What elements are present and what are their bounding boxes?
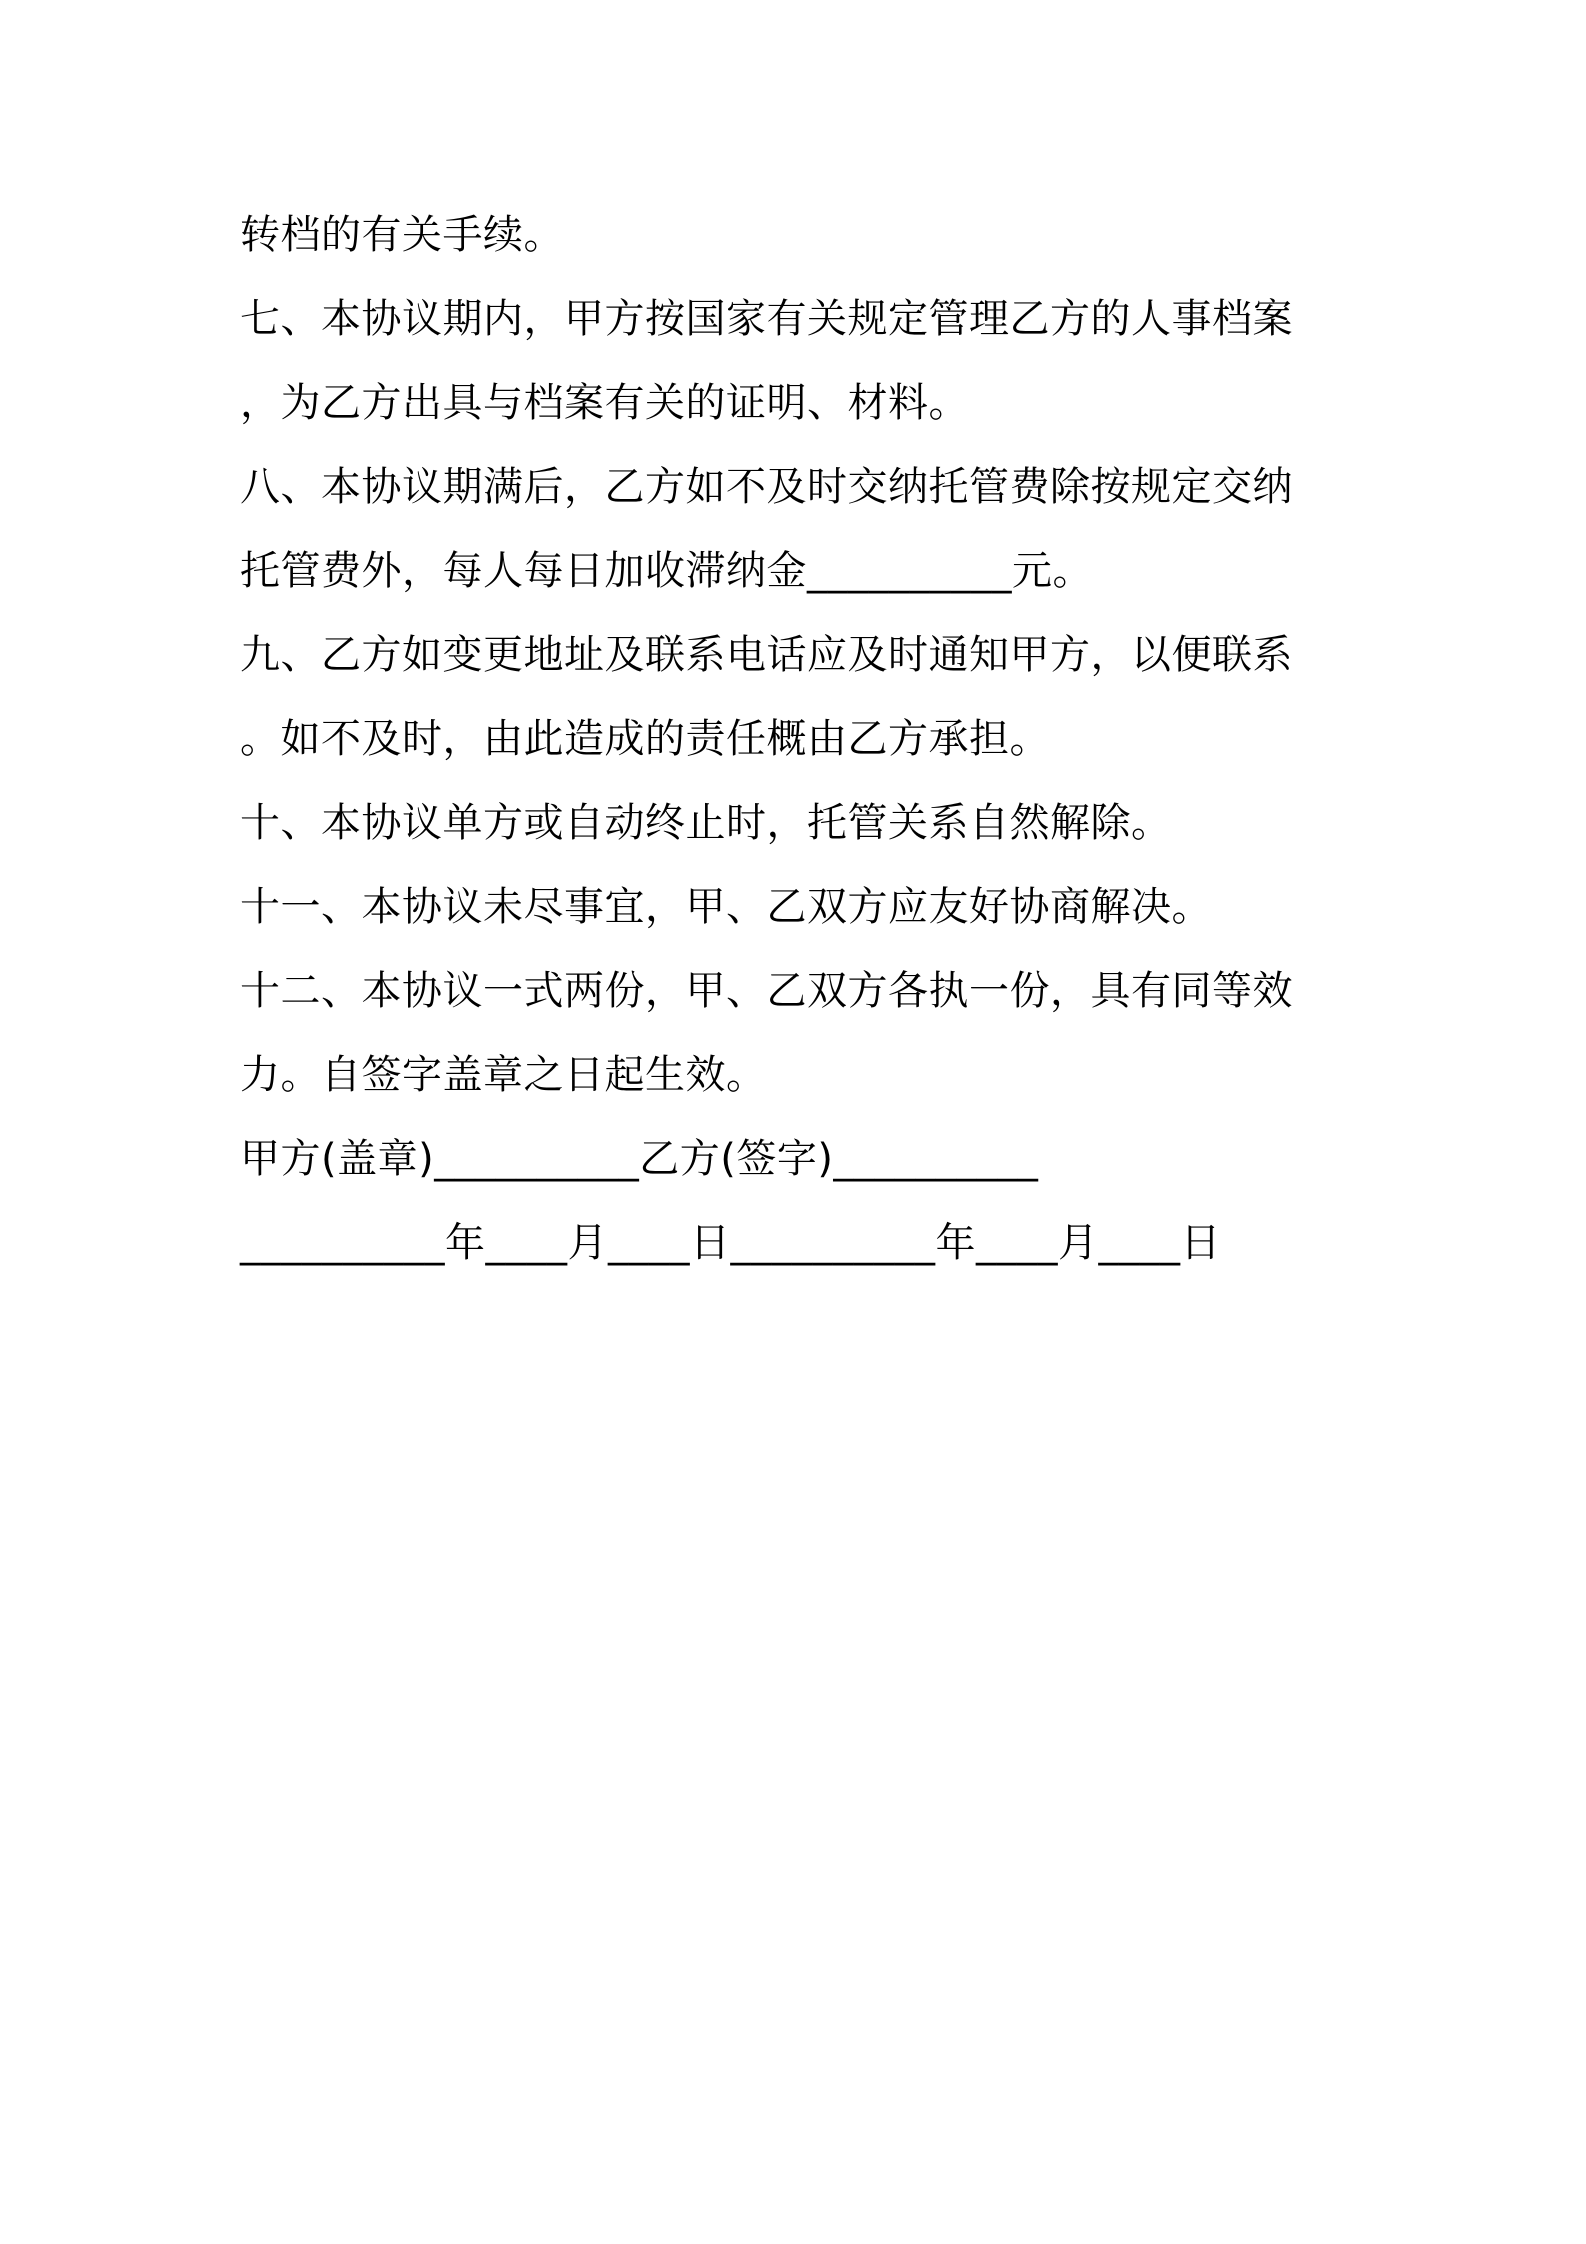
- signature-line: 甲方(盖章)__________乙方(签字)__________: [240, 1136, 1039, 1182]
- text-line-transfer-procedures: 转档的有关手续。: [240, 212, 564, 258]
- clause-12-line-1: 十二、本协议一式两份，甲、乙双方各执一份，具有同等效: [240, 968, 1293, 1014]
- clause-9-line-1: 九、乙方如变更地址及联系电话应及时通知甲方，以便联系: [240, 632, 1293, 678]
- clause-12-line-2: 力。自签字盖章之日起生效。: [240, 1052, 767, 1098]
- clause-11: 十一、本协议未尽事宜，甲、乙双方应友好协商解决。: [240, 884, 1212, 930]
- date-line: __________年____月____日__________年____月____日: [240, 1220, 1221, 1266]
- document-body: [240, 193, 1360, 1285]
- clause-7-line-1: 七、本协议期内，甲方按国家有关规定管理乙方的人事档案: [240, 296, 1293, 342]
- clause-8-line-1: 八、本协议期满后，乙方如不及时交纳托管费除按规定交纳: [240, 464, 1293, 510]
- clause-10: 十、本协议单方或自动终止时，托管关系自然解除。: [240, 800, 1172, 846]
- clause-8-line-2: 托管费外，每人每日加收滞纳金__________元。: [240, 548, 1093, 594]
- clause-7-line-2: ，为乙方出具与档案有关的证明、材料。: [240, 380, 969, 426]
- clause-9-line-2: 。如不及时，由此造成的责任概由乙方承担。: [240, 716, 1050, 762]
